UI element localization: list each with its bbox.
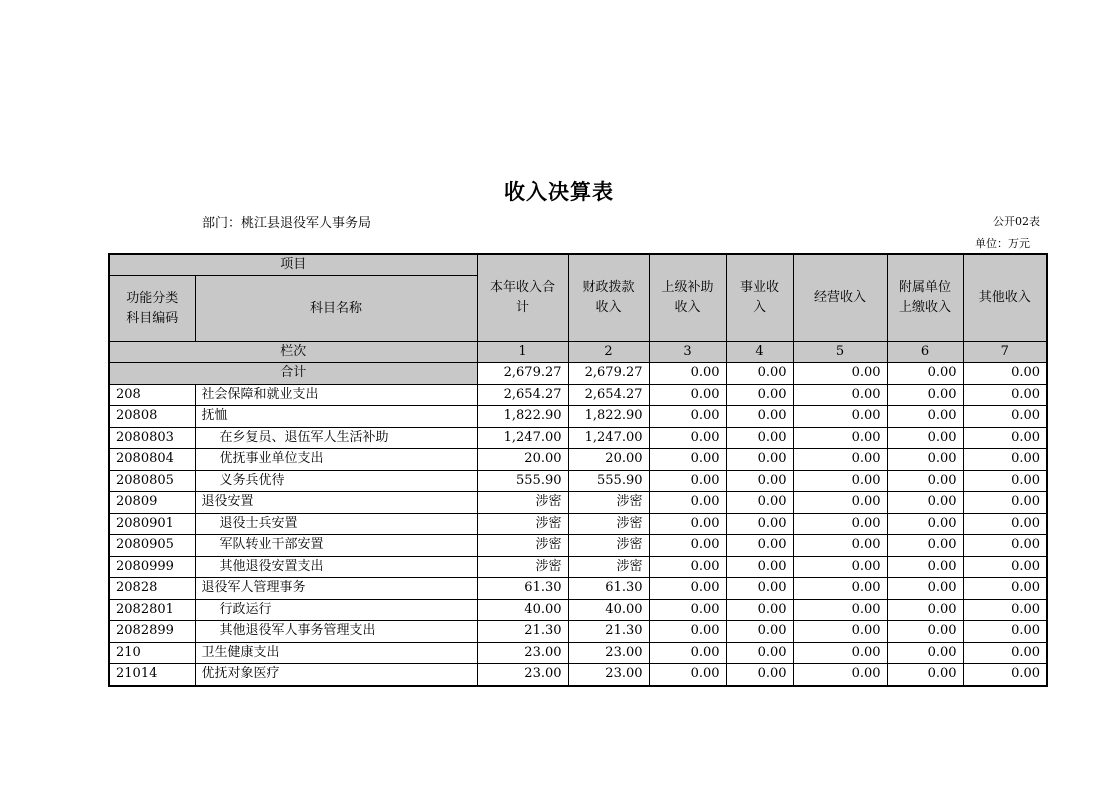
total-value: 0.00 xyxy=(726,363,793,385)
amount-cell: 涉密 xyxy=(568,513,649,535)
amount-cell: 0.00 xyxy=(649,513,726,535)
subject-code: 210 xyxy=(109,642,195,664)
amount-cell: 0.00 xyxy=(887,578,963,600)
amount-cell: 涉密 xyxy=(568,492,649,514)
amount-cell: 0.00 xyxy=(963,578,1047,600)
header-col-4: 事业收 入 xyxy=(726,254,793,342)
amount-cell: 555.90 xyxy=(568,470,649,492)
department-label: 部门：桃江县退役军人事务局 xyxy=(202,216,372,231)
table-row xyxy=(109,578,1047,600)
col-number: 4 xyxy=(726,342,793,363)
amount-cell: 0.00 xyxy=(649,535,726,557)
amount-cell: 0.00 xyxy=(726,513,793,535)
total-label: 合计 xyxy=(109,363,477,385)
table-row xyxy=(109,384,1047,406)
subject-code: 2082899 xyxy=(109,621,195,643)
amount-cell: 0.00 xyxy=(793,384,887,406)
subject-code: 2080803 xyxy=(109,427,195,449)
amount-cell: 0.00 xyxy=(793,599,887,621)
amount-cell: 0.00 xyxy=(649,664,726,686)
amount-cell: 0.00 xyxy=(887,492,963,514)
amount-cell: 0.00 xyxy=(726,664,793,686)
amount-cell: 1,247.00 xyxy=(477,427,568,449)
amount-cell: 0.00 xyxy=(793,406,887,428)
amount-cell: 0.00 xyxy=(726,642,793,664)
amount-cell: 0.00 xyxy=(649,621,726,643)
amount-cell: 0.00 xyxy=(649,492,726,514)
amount-cell: 0.00 xyxy=(649,427,726,449)
amount-cell: 0.00 xyxy=(726,621,793,643)
amount-cell: 0.00 xyxy=(793,556,887,578)
subject-code: 2080804 xyxy=(109,449,195,471)
amount-cell: 0.00 xyxy=(963,664,1047,686)
amount-cell: 0.00 xyxy=(793,470,887,492)
amount-cell: 1,822.90 xyxy=(568,406,649,428)
subject-name: 社会保障和就业支出 xyxy=(195,384,477,406)
amount-cell: 0.00 xyxy=(726,535,793,557)
amount-cell: 0.00 xyxy=(726,384,793,406)
page-title: 收入决算表 xyxy=(504,179,614,204)
amount-cell: 0.00 xyxy=(887,535,963,557)
total-value: 0.00 xyxy=(793,363,887,385)
amount-cell: 0.00 xyxy=(793,664,887,686)
col-number: 5 xyxy=(793,342,887,363)
header-col-3: 上级补助 收入 xyxy=(649,254,726,342)
income-table xyxy=(108,253,1048,687)
total-value: 2,679.27 xyxy=(477,363,568,385)
amount-cell: 涉密 xyxy=(477,513,568,535)
amount-cell: 0.00 xyxy=(887,599,963,621)
amount-cell: 0.00 xyxy=(887,642,963,664)
subject-code: 20809 xyxy=(109,492,195,514)
amount-cell: 0.00 xyxy=(963,513,1047,535)
amount-cell: 0.00 xyxy=(649,578,726,600)
table-row xyxy=(109,621,1047,643)
amount-cell: 涉密 xyxy=(568,556,649,578)
amount-cell: 涉密 xyxy=(477,535,568,557)
subject-code: 2080905 xyxy=(109,535,195,557)
subject-name: 卫生健康支出 xyxy=(195,642,477,664)
header-col-6: 附属单位 上缴收入 xyxy=(887,254,963,342)
amount-cell: 0.00 xyxy=(887,621,963,643)
subject-code: 20808 xyxy=(109,406,195,428)
subject-name: 行政运行 xyxy=(195,599,477,621)
amount-cell: 0.00 xyxy=(793,621,887,643)
amount-cell: 20.00 xyxy=(568,449,649,471)
subject-name: 退役军人管理事务 xyxy=(195,578,477,600)
form-number: 公开02表 xyxy=(993,215,1040,228)
amount-cell: 20.00 xyxy=(477,449,568,471)
total-value: 0.00 xyxy=(963,363,1047,385)
subject-name: 退役安置 xyxy=(195,492,477,514)
amount-cell: 0.00 xyxy=(793,449,887,471)
amount-cell: 0.00 xyxy=(887,664,963,686)
amount-cell: 0.00 xyxy=(649,384,726,406)
header-name: 科目名称 xyxy=(195,276,477,342)
subject-name: 军队转业干部安置 xyxy=(195,535,477,557)
amount-cell: 23.00 xyxy=(477,642,568,664)
amount-cell: 涉密 xyxy=(477,556,568,578)
subject-name: 在乡复员、退伍军人生活补助 xyxy=(195,427,477,449)
amount-cell: 0.00 xyxy=(649,406,726,428)
amount-cell: 23.00 xyxy=(568,642,649,664)
table-row xyxy=(109,470,1047,492)
amount-cell: 0.00 xyxy=(887,406,963,428)
header-col-1: 本年收入合 计 xyxy=(477,254,568,342)
amount-cell: 0.00 xyxy=(649,599,726,621)
amount-cell: 0.00 xyxy=(726,492,793,514)
col-number: 7 xyxy=(963,342,1047,363)
header-item: 项目 xyxy=(109,254,477,276)
table-row xyxy=(109,492,1047,514)
subject-name: 抚恤 xyxy=(195,406,477,428)
amount-cell: 0.00 xyxy=(963,427,1047,449)
amount-cell: 40.00 xyxy=(477,599,568,621)
amount-cell: 涉密 xyxy=(477,492,568,514)
table-row xyxy=(109,556,1047,578)
subject-code: 2080805 xyxy=(109,470,195,492)
header-col-row-label: 栏次 xyxy=(109,342,477,363)
amount-cell: 0.00 xyxy=(887,427,963,449)
amount-cell: 23.00 xyxy=(568,664,649,686)
amount-cell: 61.30 xyxy=(477,578,568,600)
amount-cell: 2,654.27 xyxy=(568,384,649,406)
amount-cell: 0.00 xyxy=(726,556,793,578)
subject-name: 优抚事业单位支出 xyxy=(195,449,477,471)
amount-cell: 0.00 xyxy=(649,556,726,578)
amount-cell: 0.00 xyxy=(793,513,887,535)
amount-cell: 0.00 xyxy=(887,513,963,535)
amount-cell: 40.00 xyxy=(568,599,649,621)
amount-cell: 0.00 xyxy=(963,449,1047,471)
total-value: 0.00 xyxy=(649,363,726,385)
amount-cell: 1,247.00 xyxy=(568,427,649,449)
amount-cell: 0.00 xyxy=(793,578,887,600)
table-row xyxy=(109,642,1047,664)
amount-cell: 0.00 xyxy=(649,470,726,492)
amount-cell: 1,822.90 xyxy=(477,406,568,428)
table-row xyxy=(109,535,1047,557)
header-code: 功能分类 科目编码 xyxy=(109,276,195,342)
table-row xyxy=(109,427,1047,449)
header-col-2: 财政拨款 收入 xyxy=(568,254,649,342)
amount-cell: 21.30 xyxy=(477,621,568,643)
amount-cell: 涉密 xyxy=(568,535,649,557)
header-col-7: 其他收入 xyxy=(963,254,1047,342)
amount-cell: 0.00 xyxy=(793,492,887,514)
amount-cell: 0.00 xyxy=(963,470,1047,492)
amount-cell: 23.00 xyxy=(477,664,568,686)
amount-cell: 0.00 xyxy=(726,578,793,600)
amount-cell: 2,654.27 xyxy=(477,384,568,406)
amount-cell: 21.30 xyxy=(568,621,649,643)
amount-cell: 0.00 xyxy=(963,492,1047,514)
col-number: 6 xyxy=(887,342,963,363)
subject-code: 21014 xyxy=(109,664,195,686)
table-row xyxy=(109,599,1047,621)
amount-cell: 0.00 xyxy=(726,599,793,621)
subject-code: 2080901 xyxy=(109,513,195,535)
subject-code: 20828 xyxy=(109,578,195,600)
amount-cell: 0.00 xyxy=(726,470,793,492)
amount-cell: 0.00 xyxy=(726,449,793,471)
table-row xyxy=(109,664,1047,686)
subject-code: 2082801 xyxy=(109,599,195,621)
amount-cell: 0.00 xyxy=(793,535,887,557)
col-number: 3 xyxy=(649,342,726,363)
amount-cell: 0.00 xyxy=(887,556,963,578)
amount-cell: 0.00 xyxy=(963,599,1047,621)
amount-cell: 0.00 xyxy=(649,642,726,664)
subject-name: 其他退役军人事务管理支出 xyxy=(195,621,477,643)
total-value: 0.00 xyxy=(887,363,963,385)
amount-cell: 0.00 xyxy=(726,427,793,449)
amount-cell: 0.00 xyxy=(793,642,887,664)
table-row xyxy=(109,513,1047,535)
subject-name: 义务兵优待 xyxy=(195,470,477,492)
table-row xyxy=(109,449,1047,471)
amount-cell: 61.30 xyxy=(568,578,649,600)
amount-cell: 0.00 xyxy=(963,384,1047,406)
subject-name: 其他退役安置支出 xyxy=(195,556,477,578)
subject-name: 优抚对象医疗 xyxy=(195,664,477,686)
subject-code: 208 xyxy=(109,384,195,406)
amount-cell: 0.00 xyxy=(963,556,1047,578)
amount-cell: 0.00 xyxy=(649,449,726,471)
table-row xyxy=(109,406,1047,428)
total-row xyxy=(109,363,1047,385)
amount-cell: 0.00 xyxy=(726,406,793,428)
amount-cell: 0.00 xyxy=(963,406,1047,428)
amount-cell: 0.00 xyxy=(887,470,963,492)
subject-code: 2080999 xyxy=(109,556,195,578)
total-value: 2,679.27 xyxy=(568,363,649,385)
header-col-5: 经营收入 xyxy=(793,254,887,342)
unit-label: 单位：万元 xyxy=(975,237,1030,250)
amount-cell: 0.00 xyxy=(963,621,1047,643)
subject-name: 退役士兵安置 xyxy=(195,513,477,535)
amount-cell: 0.00 xyxy=(963,535,1047,557)
amount-cell: 555.90 xyxy=(477,470,568,492)
amount-cell: 0.00 xyxy=(887,449,963,471)
amount-cell: 0.00 xyxy=(793,427,887,449)
col-number: 2 xyxy=(568,342,649,363)
amount-cell: 0.00 xyxy=(887,384,963,406)
amount-cell: 0.00 xyxy=(963,642,1047,664)
col-number: 1 xyxy=(477,342,568,363)
